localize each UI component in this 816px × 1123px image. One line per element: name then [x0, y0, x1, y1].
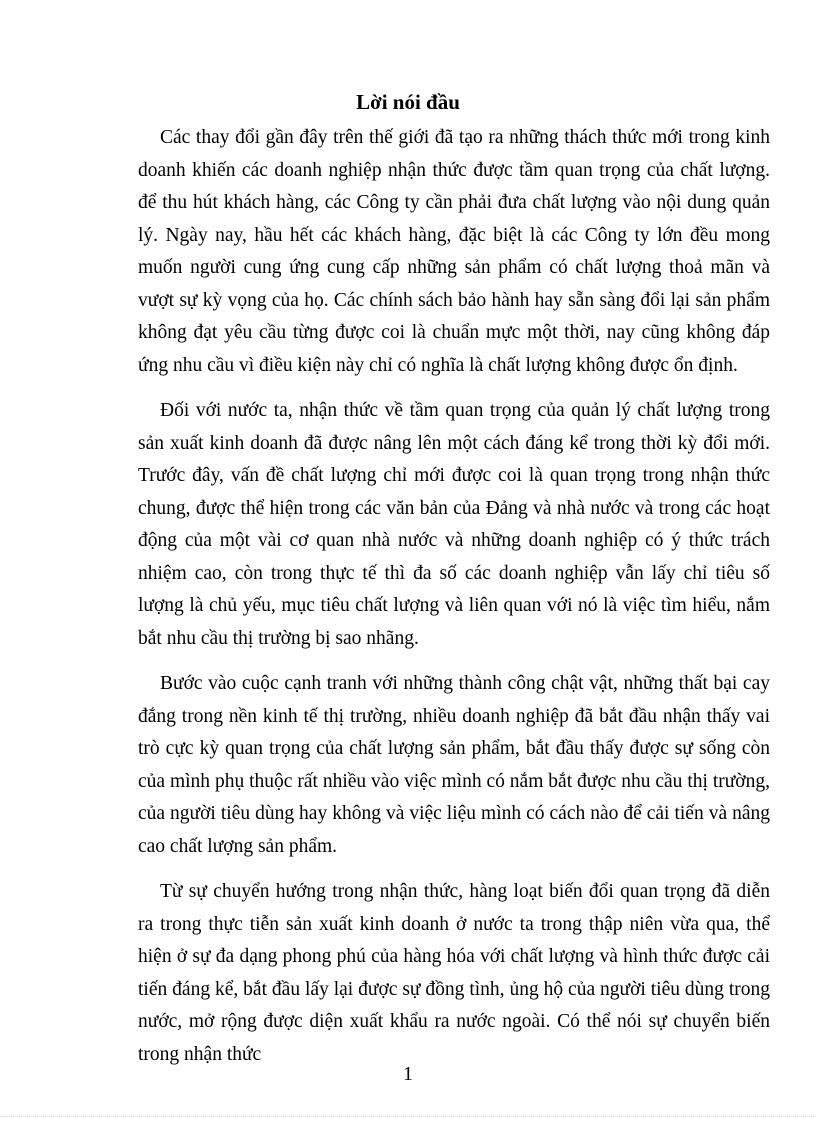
page-bottom-divider: [0, 1116, 816, 1117]
page-title: Lời nói đầu: [356, 90, 460, 114]
page-number: 1: [403, 1063, 413, 1085]
paragraph-2: Đối với nước ta, nhận thức về tầm quan trọng của quản lý chất lượng trong sản xuất kinh doanh đã được nâng lên một cách đáng kể trong thời kỳ đổi mới. Trước đây, vấn đề chất lượng chỉ mới được coi là quan trọng trong nhận thức chung, được thể hiện trong các văn bản của Đảng và nhà nước và trong các hoạt động của một vài cơ quan nhà nước và những doanh nghiệp có ý thức trách nhiệm cao, còn trong thực tế thì đa số các doanh nghiệp vẫn lấy chỉ tiêu số lượng là chủ yếu, mục tiêu chất lượng và liên quan với nó là việc tìm hiểu, nắm bắt nhu cầu thị trường bị sao nhãng.: [138, 400, 770, 649]
paragraph-1: Các thay đổi gần đây trên thế giới đã tạo ra những thách thức mới trong kinh doanh khiến các doanh nghiệp nhận thức được tầm quan trọng của chất lượng. để thu hút khách hàng, các Công ty cần phải đưa chất lượng vào nội dung quản lý. Ngày nay, hầu hết các khách hàng, đặc biệt là các Công ty lớn đều mong muốn người cung ứng cung cấp những sản phẩm có chất lượng thoả mãn và vượt sự kỳ vọng của họ. Các chính sách bảo hành hay sẵn sàng đổi lại sản phẩm không đạt yêu cầu từng được coi là chuẩn mực một thời, nay cũng không đáp ứng nhu cầu vì điều kiện này chỉ có nghĩa là chất lượng không được ổn định.: [138, 127, 770, 376]
paragraph-3: Bước vào cuộc cạnh tranh với những thành công chật vật, những thất bại cay đắng trong nền kinh tế thị trường, nhiều doanh nghiệp đã bắt đầu nhận thấy vai trò cực kỳ quan trọng của chất lượng sản phẩm, bắt đầu thấy được sự sống còn của mình phụ thuộc rất nhiều vào việc mình có nắm bắt được nhu cầu thị trường, của người tiêu dùng hay không và việc liệu mình có cách nào để cải tiến và nâng cao chất lượng sản phẩm.: [138, 673, 770, 857]
paragraph-4: Từ sự chuyển hướng trong nhận thức, hàng loạt biến đổi quan trọng đã diễn ra trong thực tiễn sản xuất kinh doanh ở nước ta trong thập niên vừa qua, thể hiện ở sự đa dạng phong phú của hàng hóa với chất lượng và hình thức được cải tiến đáng kể, bắt đầu lấy lại được sự đồng tình, ủng hộ của người tiêu dùng trong nước, mở rộng được diện xuất khẩu ra nước ngoài. Có thể nói sự chuyển biến trong nhận thức: [138, 881, 770, 1065]
body-text: [138, 122, 770, 1084]
